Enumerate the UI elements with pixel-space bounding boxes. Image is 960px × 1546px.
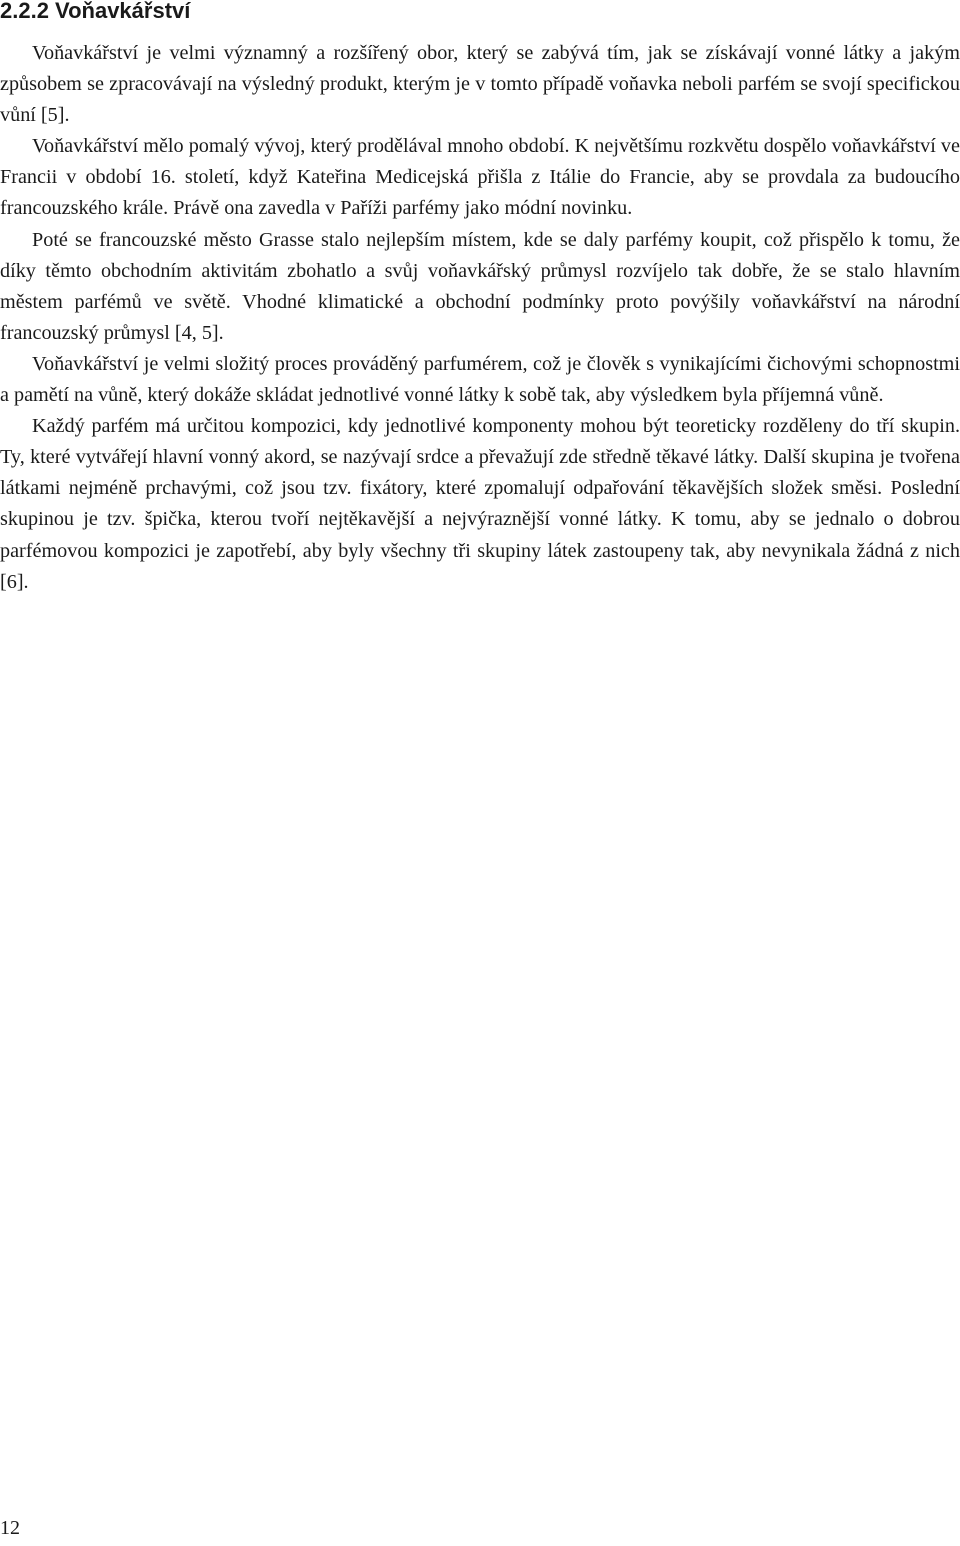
paragraph-perfumer: Voňavkářství je velmi složitý proces prováděný parfumérem, což je člověk s vynikajícími čichovými schopnostmi a pamětí na vůně, který dokáže skládat jednotlivé vonné látky k sobě tak, aby výsledkem byla příjemná vůně.	[0, 352, 960, 407]
paragraph-intro: Voňavkářství je velmi významný a rozšířený obor, který se zabývá tím, jak se získávají vonné látky a jakým způsobem se zpracovávají na výsledný produkt, kterým je v tomto případě voňavka neboli parfém se svojí specifickou vůní [5].	[0, 42, 960, 127]
section-body	[0, 38, 960, 598]
section-heading: 2.2.2 Voňavkářství	[0, 0, 191, 23]
paragraph-history: Voňavkářství mělo pomalý vývoj, který prodělával mnoho období. K největšímu rozkvětu dospělo voňavkářství ve Francii v období 16. století, když Kateřina Medicejská přišla z Itálie do Francie, aby se provdala za budoucího francouzského krále. Právě ona zavedla v Paříži parfémy jako módní novinku.	[0, 135, 960, 220]
paragraph-grasse: Poté se francouzské město Grasse stalo nejlepším místem, kde se daly parfémy koupit, což přispělo k tomu, že díky těmto obchodním aktivitám zbohatlo a svůj voňavkářský průmysl rozvíjelo tak dobře, že se stalo hlavním městem parfémů ve světě. Vhodné klimatické a obchodní podmínky proto povýšily voňavkářství na národní francouzský průmysl [4, 5].	[0, 228, 960, 344]
paragraph-composition: Každý parfém má určitou kompozici, kdy jednotlivé komponenty mohou být teoreticky rozděleny do tří skupin. Ty, které vytvářejí hlavní vonný akord, se nazývají srdce a převažují zde středně těkavé látky. Další skupina je tvořena látkami nejméně prchavými, což jsou tzv. fixátory, které zpomalují odpařování těkavějších složek směsi. Poslední skupinou je tzv. špička, kterou tvoří nejtěkavější a nejvýraznější vonné látky. K tomu, aby se jednalo o dobrou parfémovou kompozici je zapotřebí, aby byly všechny tři skupiny látek zastoupeny tak, aby nevynikala žádná z nich [6].	[0, 415, 960, 593]
page-number: 12	[0, 1517, 20, 1539]
